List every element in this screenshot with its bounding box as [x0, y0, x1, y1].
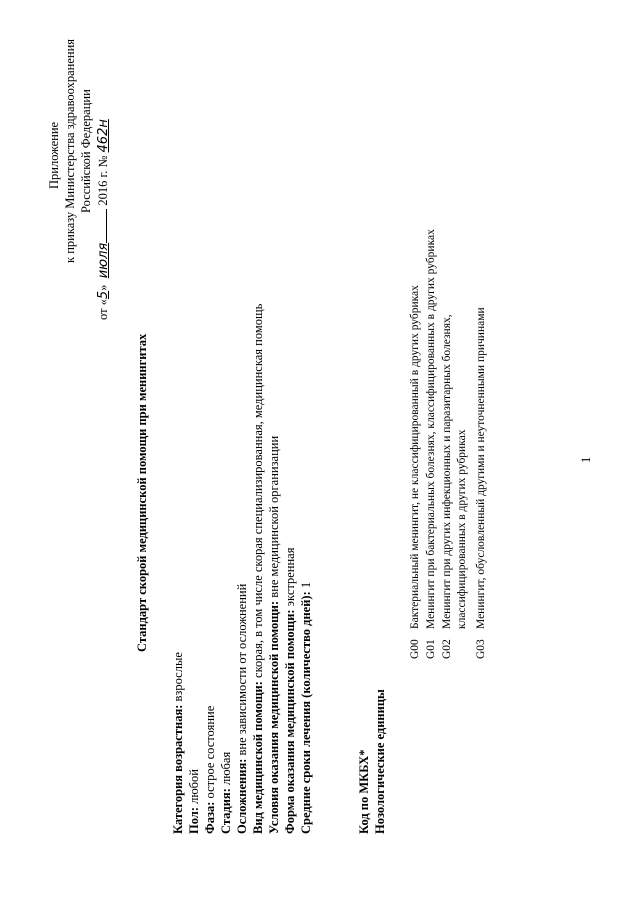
icd-code-heading: Код по МКБХ* — [357, 749, 371, 834]
nosology-heading: Нозологические единицы — [373, 689, 387, 834]
icd-code-g01: G01 — [425, 639, 437, 659]
icd-text-g02: Менингит при других инфекционных и паразитарных болезнях, — [441, 314, 453, 629]
header-line-order: к приказу Министерства здравоохранения — [63, 38, 77, 263]
date-blank — [96, 209, 107, 243]
icd-text-g02-cont: классифицированных в других рубриках — [456, 429, 468, 629]
param-phase: Фаза: острое состояние — [203, 705, 217, 834]
param-care-form: Форма оказания медицинской помощи: экстренная — [283, 547, 297, 834]
param-age: Категория возрастная: взрослые — [171, 652, 185, 834]
param-stage: Стадия: любая — [219, 751, 233, 834]
icd-code-g03: G03 — [475, 639, 487, 659]
header-line-federation: Российской Федерации — [79, 89, 93, 213]
date-year: 2016 г. № — [96, 155, 110, 206]
page-number: 1 — [579, 456, 593, 463]
document-title: Стандарт скорой медицинской помощи при менингитах — [135, 333, 149, 652]
icd-code-g00: G00 — [409, 639, 421, 659]
param-care-conditions: Условия оказания медицинской помощи: вне медицинской организации — [267, 435, 281, 834]
date-sep: » — [96, 284, 110, 291]
header-date-line — [96, 119, 110, 320]
param-care-type: Вид медицинской помощи: скорая, в том числе скорая специализированная, медицинская помощь — [251, 303, 265, 834]
order-number: 462н — [96, 119, 111, 153]
icd-text-g03: Менингит, обусловленный другими и неуточненными причинами — [475, 307, 487, 629]
date-day: 5 — [96, 290, 111, 300]
param-sex: Пол: любой — [187, 769, 201, 834]
date-month: июля — [96, 242, 111, 279]
param-complications: Осложнения: вне зависимости от осложнений — [235, 583, 249, 834]
icd-text-g01: Менингит при бактериальных болезнях, классифицированных в других рубриках — [425, 229, 437, 629]
param-duration: Средние сроки лечения (количество дней): 1 — [299, 581, 313, 834]
icd-text-g00: Бактериальный менингит, не классифицированный в других рубриках — [409, 285, 421, 629]
header-title: Приложение — [47, 121, 61, 189]
icd-code-g02: G02 — [441, 639, 453, 659]
date-prefix: от « — [96, 299, 110, 320]
